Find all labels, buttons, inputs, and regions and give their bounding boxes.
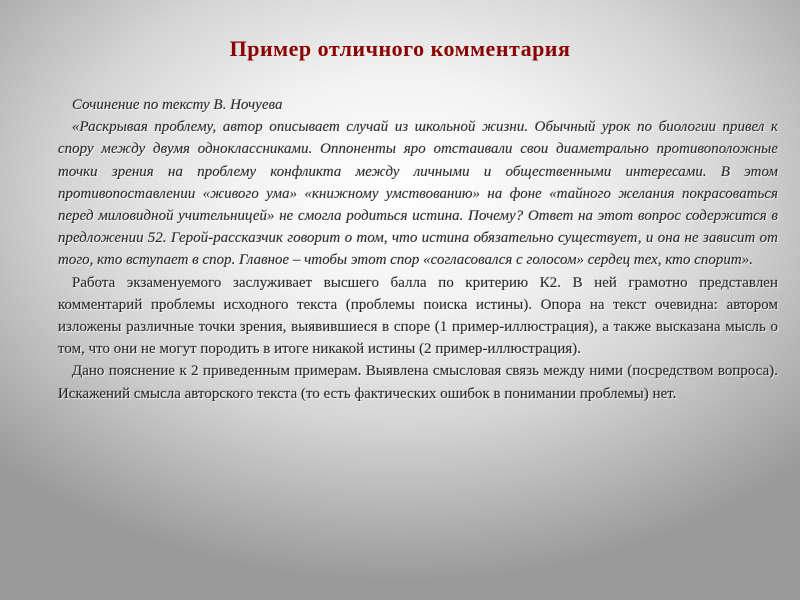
essay-text: «Раскрывая проблему, автор описывает случай из школьной жизни. Обычный урок по биологии привел к спору между двумя одноклассниками. Оппоненты яро отстаивали свои диаметрально противоположные точки зрения на проблему конфликта между личными и общественными интересами. В этом противопоставлении «живого ума» «книжному умствованию» на фоне «тайного желания покрасоваться перед миловидной учительницей» не смогла родиться истина. Почему? Ответ на этот вопрос содержится в предложении 52. Герой-рассказчик говорит о том, что истина обязательно существует, и она не зависит от того, кто вступает в спор. Главное – чтобы этот спор «согласовался с голосом» сердец тех, кто спорит». bbox=[58, 119, 778, 269]
slide-body bbox=[58, 94, 778, 405]
comment-paragraph-2: Дано пояснение к 2 приведенным примерам. Выявлена смысловая связь между ними (посредством вопроса). Искажений смысла авторского текста (то есть фактических ошибок в понимании проблемы) нет. bbox=[58, 363, 778, 402]
comment-paragraph-1: Работа экзаменуемого заслуживает высшего балла по критерию К2. В ней грамотно представлен комментарий проблемы исходного текста (проблемы поиска истины). Опора на текст очевидна: автором изложены различные точки зрения, выявившиеся в споре (1 пример-иллюстрация), а также высказана мысль о том, что они не могут породить в итоге никакой истины (2 пример-иллюстрация). bbox=[58, 274, 778, 358]
slide-title: Пример отличного комментария bbox=[229, 36, 571, 61]
essay-heading: Сочинение по тексту В. Ночуева bbox=[72, 97, 283, 113]
